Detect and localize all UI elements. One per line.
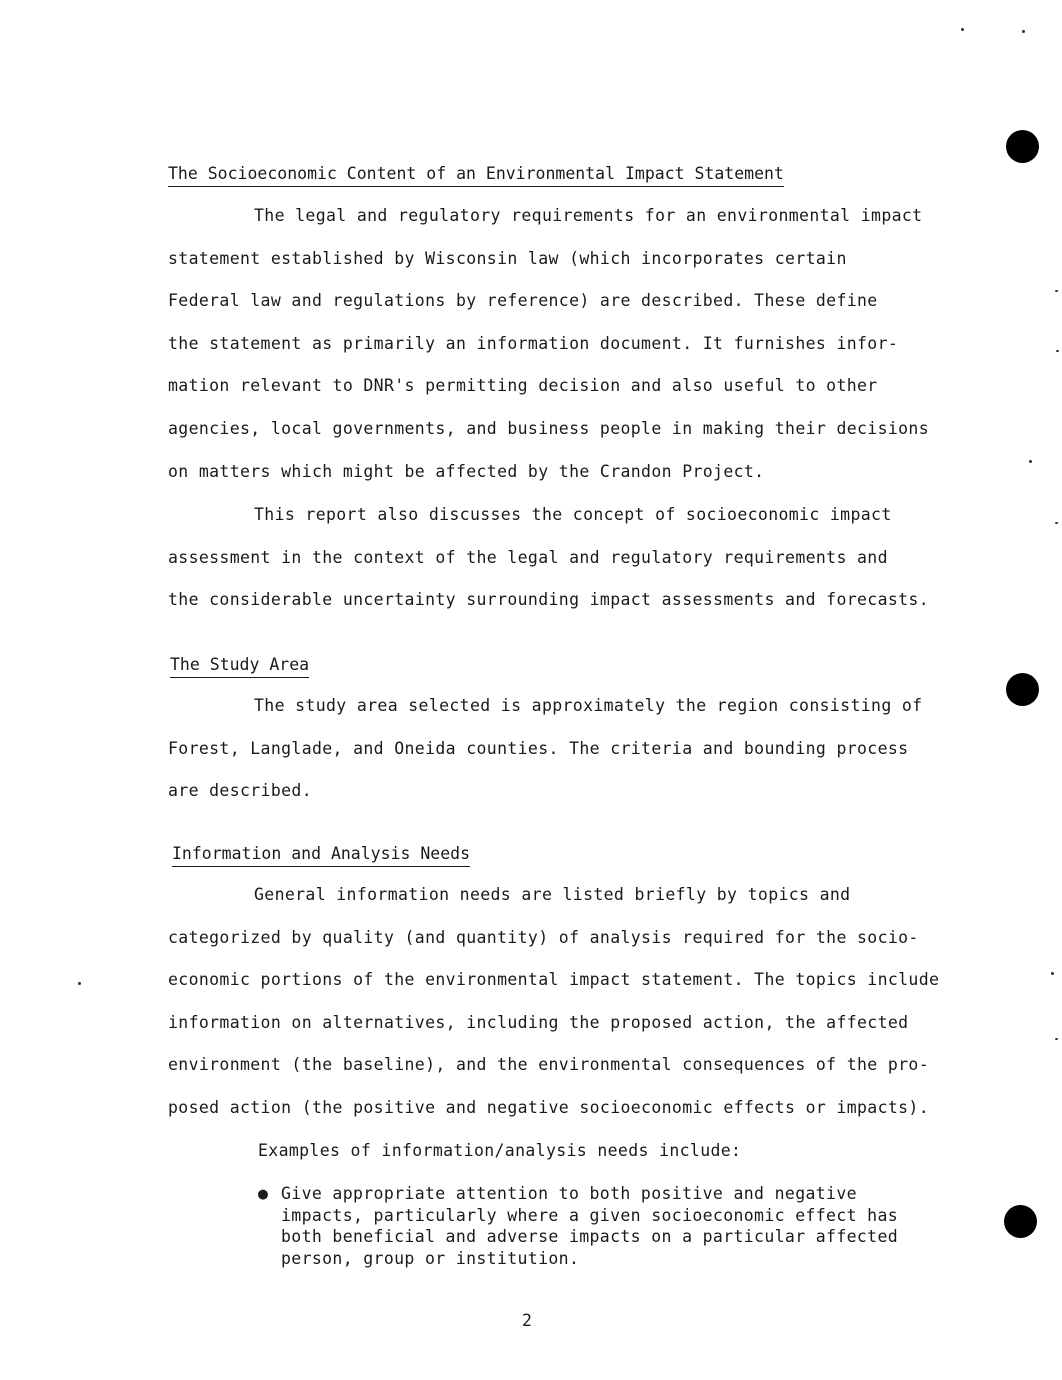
- text-line: assessment in the context of the legal and regulatory requirements and: [168, 547, 888, 567]
- scan-speck: [1055, 1038, 1058, 1040]
- text-line: economic portions of the environmental impact statement. The topics include: [168, 970, 940, 990]
- text-line: the statement as primarily an information document. It furnishes infor-: [168, 333, 899, 353]
- text-line: mation relevant to DNR's permitting decision and also useful to other: [168, 376, 878, 396]
- text-line: person, group or institution.: [281, 1248, 580, 1268]
- scan-speck: [1056, 350, 1059, 352]
- text-line: This report also discusses the concept of socioeconomic impact: [254, 505, 892, 524]
- section-heading-study-area: The Study Area: [170, 654, 309, 678]
- page-number: 2: [522, 1311, 532, 1330]
- scan-speck: [1051, 972, 1054, 975]
- section-heading-information-needs: Information and Analysis Needs: [172, 843, 470, 867]
- text-line: information on alternatives, including the proposed action, the affected: [168, 1012, 909, 1032]
- text-line: agencies, local governments, and business people in making their decisions: [168, 418, 930, 438]
- text-line: posed action (the positive and negative socioeconomic effects or impacts).: [168, 1097, 930, 1117]
- bullet-marker: ●: [258, 1184, 269, 1203]
- scan-speck: [1029, 460, 1032, 463]
- text-line: are described.: [168, 781, 312, 801]
- scan-speck: [78, 982, 81, 985]
- paragraph-information-needs: [168, 874, 988, 1130]
- text-line: Give appropriate attention to both positive and negative: [281, 1184, 857, 1203]
- text-line: impacts, particularly where a given socioeconomic effect has: [281, 1205, 899, 1225]
- text-line: Federal law and regulations by reference) are described. These define: [168, 291, 878, 311]
- text-line: statement established by Wisconsin law (which incorporates certain: [168, 248, 847, 268]
- punch-hole: [1004, 1205, 1037, 1238]
- paragraph-study-area: [168, 685, 988, 813]
- scan-speck: [961, 28, 964, 31]
- bullet-item: [258, 1183, 958, 1269]
- paragraph-legal-requirements: [168, 195, 988, 493]
- paragraph-impact-assessment: [168, 494, 988, 622]
- section-heading-socioeconomic-content: The Socioeconomic Content of an Environmental Impact Statement: [168, 163, 784, 187]
- text-line: Forest, Langlade, and Oneida counties. The criteria and bounding process: [168, 738, 909, 758]
- text-line: both beneficial and adverse impacts on a particular affected: [281, 1227, 899, 1247]
- punch-hole: [1006, 673, 1039, 706]
- text-line: The study area selected is approximately the region consisting of: [254, 696, 923, 715]
- text-line: General information needs are listed briefly by topics and: [254, 885, 851, 904]
- text-line: environment (the baseline), and the environmental consequences of the pro-: [168, 1055, 930, 1075]
- text-line: the considerable uncertainty surrounding impact assessments and forecasts.: [168, 590, 930, 610]
- punch-hole: [1006, 130, 1039, 163]
- scan-speck: [1055, 290, 1058, 292]
- text-line: categorized by quality (and quantity) of analysis required for the socio-: [168, 927, 919, 947]
- bullet-text: [281, 1183, 958, 1269]
- examples-intro: Examples of information/analysis needs include:: [258, 1141, 742, 1160]
- scan-speck: [1022, 30, 1025, 33]
- text-line: on matters which might be affected by the Crandon Project.: [168, 461, 765, 481]
- text-line: The legal and regulatory requirements for an environmental impact: [254, 206, 923, 225]
- scan-speck: [1055, 522, 1058, 524]
